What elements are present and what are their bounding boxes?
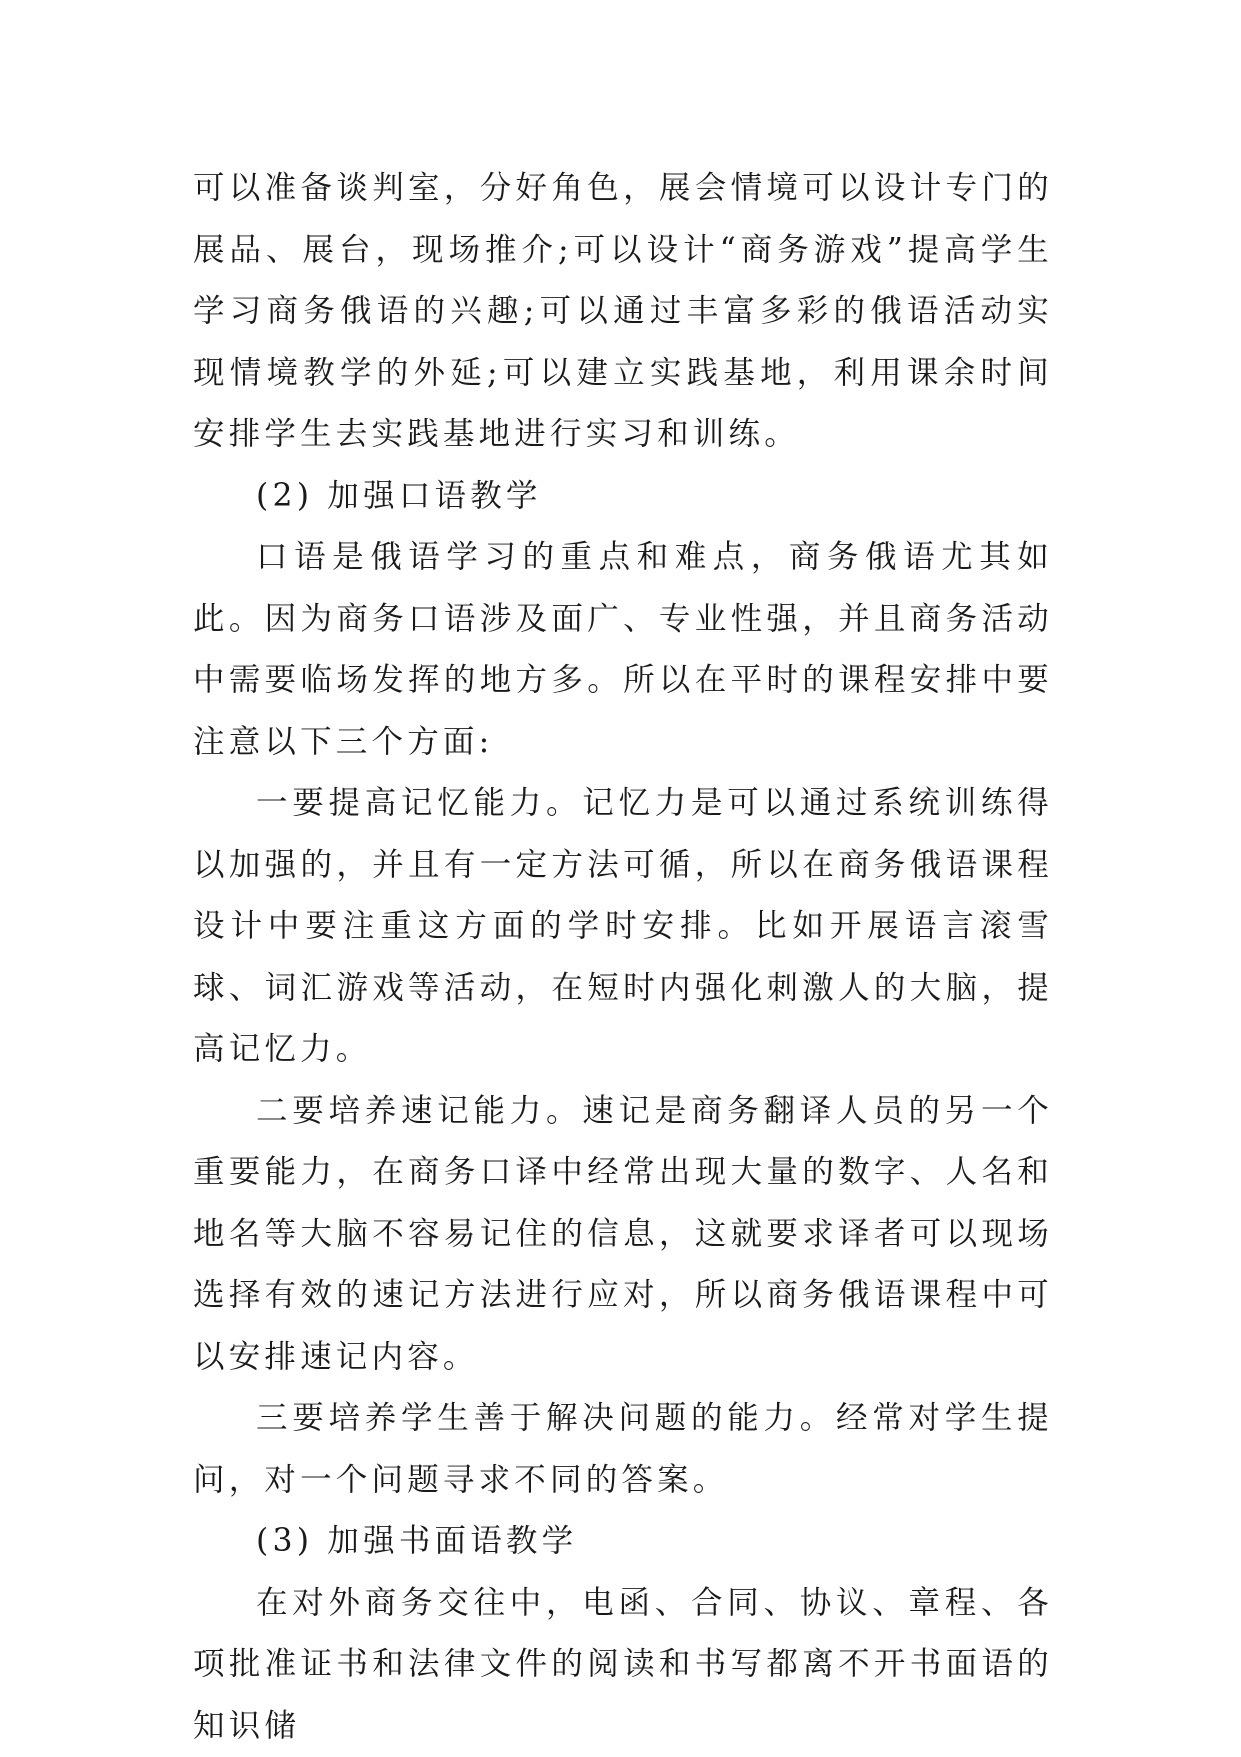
paragraph-written: 在对外商务交往中，电函、合同、协议、章程、各项批准证书和法律文件的阅读和书写都离不开书面语的知识储 xyxy=(193,1573,1053,1757)
body-text xyxy=(193,158,1053,1757)
paragraph-oral-intro: 口语是俄语学习的重点和难点，商务俄语尤其如此。因为商务口语涉及面广、专业性强，并且商务活动中需要临场发挥的地方多。所以在平时的课程安排中要注意以下三个方面: xyxy=(193,527,1053,773)
paragraph-shorthand: 二要培养速记能力。速记是商务翻译人员的另一个重要能力，在商务口译中经常出现大量的数字、人名和地名等大脑不容易记住的信息，这就要求译者可以现场选择有效的速记方法进行应对，所以商务俄语课程中可以安排速记内容。 xyxy=(193,1081,1053,1389)
paragraph-memory: 一要提高记忆能力。记忆力是可以通过系统训练得以加强的，并且有一定方法可循，所以在商务俄语课程设计中要注重这方面的学时安排。比如开展语言滚雪球、词汇游戏等活动，在短时内强化刺激人的大脑，提高记忆力。 xyxy=(193,773,1053,1081)
section-heading-3: (3) 加强书面语教学 xyxy=(193,1511,1053,1573)
section-heading-2: (2) 加强口语教学 xyxy=(193,466,1053,528)
paragraph-continuation: 可以准备谈判室，分好角色，展会情境可以设计专门的展品、展台，现场推介;可以设计“商务游戏”提高学生学习商务俄语的兴趣;可以通过丰富多彩的俄语活动实现情境教学的外延;可以建立实践基地，利用课余时间安排学生去实践基地进行实习和训练。 xyxy=(193,158,1053,466)
paragraph-problem-solving: 三要培养学生善于解决问题的能力。经常对学生提问，对一个问题寻求不同的答案。 xyxy=(193,1388,1053,1511)
